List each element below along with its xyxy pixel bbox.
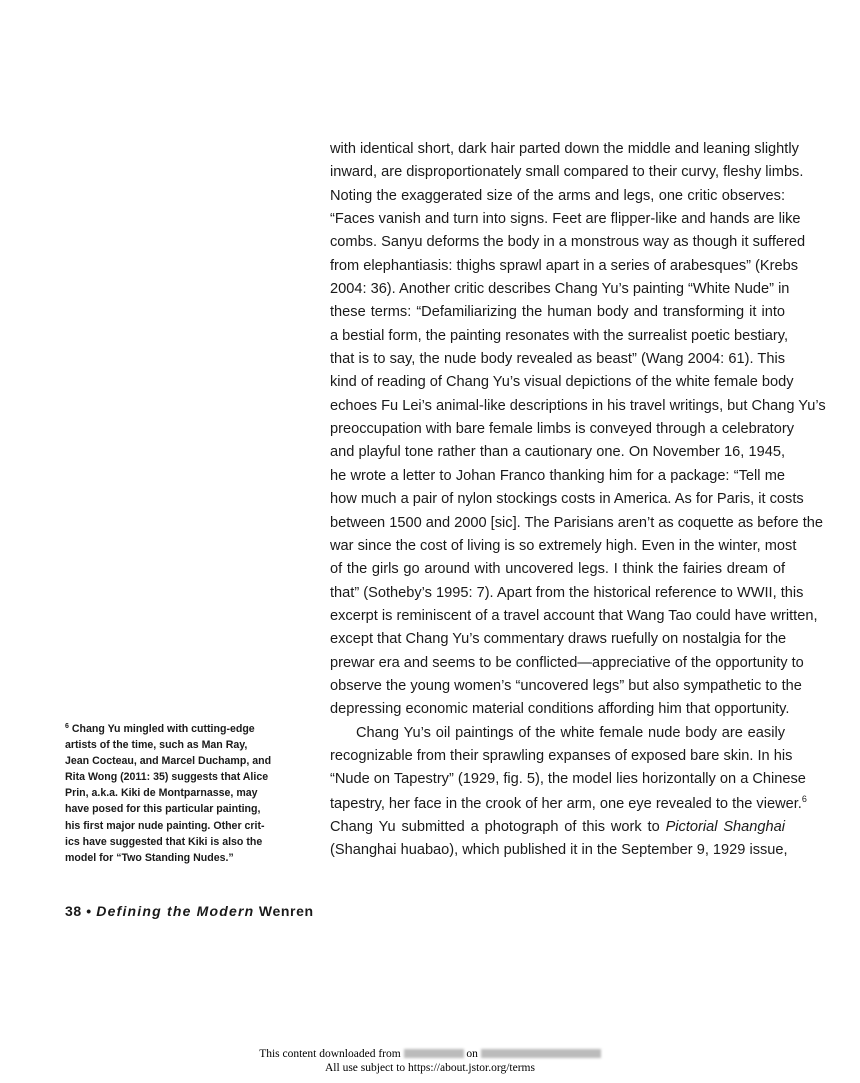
book-title-roman: Wenren [258,903,314,919]
book-title-italic: Defining the Modern [96,903,255,919]
footnote-marker: 6 [65,723,69,730]
text-line: that” (Sotheby’s 1995: 7). Apart from the historical reference to WWII, this [330,584,804,601]
text-line: of the girls go around with uncovered legs. I think the fairies dream of [330,561,785,578]
footnote-ref[interactable]: 6 [801,793,807,804]
text-line: preoccupation with bare female limbs is conveyed through a celebratory [330,421,795,438]
footnote-text: ics have suggested that Kiki is also the [65,835,263,848]
footnote-text: Chang Yu mingled with cutting-edge [71,723,255,735]
footnote-line [65,721,295,737]
body-text [330,138,826,792]
separator: • [86,903,92,919]
text-span: tapestry, her face in the crook of her arm, one eye revealed to the viewer. [330,795,802,812]
footnote-text: have posed for this particular painting, [65,803,261,816]
text-line: “Faces vanish and turn into signs. Feet are flipper-like and hands are like [330,211,801,228]
body-text-end [330,793,807,863]
text-line: how much a pair of nylon stockings costs in America. As for Paris, it costs [330,491,804,508]
text-line: observe the young women’s “uncovered legs” but also sympathetic to the [330,677,802,694]
text-line: between 1500 and 2000 [sic]. The Parisians aren’t as coquette as before the [330,514,824,531]
text-line: recognizable from their sprawling expanses of exposed bare skin. In his [330,747,793,764]
text-line [330,793,807,816]
text-span: Chang Yu submitted a photograph of this work to [330,818,666,835]
redacted-ip [404,1049,464,1058]
text-line: echoes Fu Lei’s animal-like descriptions in his travel writings, but Chang Yu’s [330,397,826,414]
terms-line[interactable]: All use subject to https://about.jstor.org/terms [325,1062,535,1074]
footnote-line [65,834,295,850]
text-line: (Shanghai huabao), which published it in the September 9, 1929 issue, [330,842,788,859]
footnote-line [65,785,295,801]
text-line: that is to say, the nude body revealed as beast” (Wang 2004: 61). This [330,351,785,368]
footnote-text: Jean Cocteau, and Marcel Duchamp, and [65,755,272,768]
footnote-text: model for “Two Standing Nudes.” [65,851,234,864]
text-line: excerpt is reminiscent of a travel account that Wang Tao could have written, [330,607,818,624]
text-line: these terms: “Defamiliarizing the human body and transforming it into [330,304,785,321]
page-number: 38 [65,903,82,919]
text-line: 2004: 36). Another critic describes Chang Yu’s painting “White Nude” in [330,281,790,298]
text-line: war since the cost of living is so extremely high. Even in the winter, most [330,537,797,554]
footnote-text: his first major nude painting. Other crit- [65,819,265,832]
download-line [0,1047,860,1061]
footnote-text: Rita Wong (2011: 35) suggests that Alice [65,771,269,784]
footnote-line [65,850,295,866]
text-line: Noting the exaggerated size of the arms and legs, one critic observes: [330,187,785,204]
italic-title: Pictorial Shanghai [665,818,785,835]
footnote-line [65,801,295,817]
text-line: prewar era and seems to be conflicted—appreciative of the opportunity to [330,654,804,671]
redacted-timestamp [481,1049,601,1058]
text-line: and playful tone rather than a cautionary one. On November 16, 1945, [330,444,785,461]
text-line: from elephantiasis: thighs sprawl apart in a series of arabesques” (Krebs [330,257,799,274]
text-line: except that Chang Yu’s commentary draws ruefully on nostalgia for the [330,631,787,648]
footnote-line [65,753,295,769]
text-line: kind of reading of Chang Yu’s visual depictions of the white female body [330,374,794,391]
text-line: “Nude on Tapestry” (1929, fig. 5), the model lies horizontally on a Chinese [330,771,806,788]
jstor-notice [0,1047,860,1075]
footnote [65,721,295,866]
footnote-text: artists of the time, such as Man Ray, [65,739,248,752]
footnote-line [65,769,295,785]
running-footer [65,903,314,919]
text-line: Chang Yu’s oil paintings of the white female nude body are easily [356,724,785,741]
footnote-line [65,737,295,753]
text-line: a bestial form, the painting resonates with the surrealist poetic bestiary, [330,327,789,344]
text-line [330,816,785,839]
text-line: depressing economic material conditions affording him that opportunity. [330,701,790,718]
text-line: with identical short, dark hair parted down the middle and leaning slightly [330,141,799,157]
footnote-text: Prin, a.k.a. Kiki de Montparnasse, may [65,787,258,800]
text-line: combs. Sanyu deforms the body in a monstrous way as though it suffered [330,234,806,251]
footnote-line [65,818,295,834]
text-line: he wrote a letter to Johan Franco thanking him for a package: “Tell me [330,467,785,484]
on-text: on [466,1048,478,1060]
download-text: This content downloaded from [259,1048,401,1060]
text-line: inward, are disproportionately small compared to their curvy, fleshy limbs. [330,164,804,181]
